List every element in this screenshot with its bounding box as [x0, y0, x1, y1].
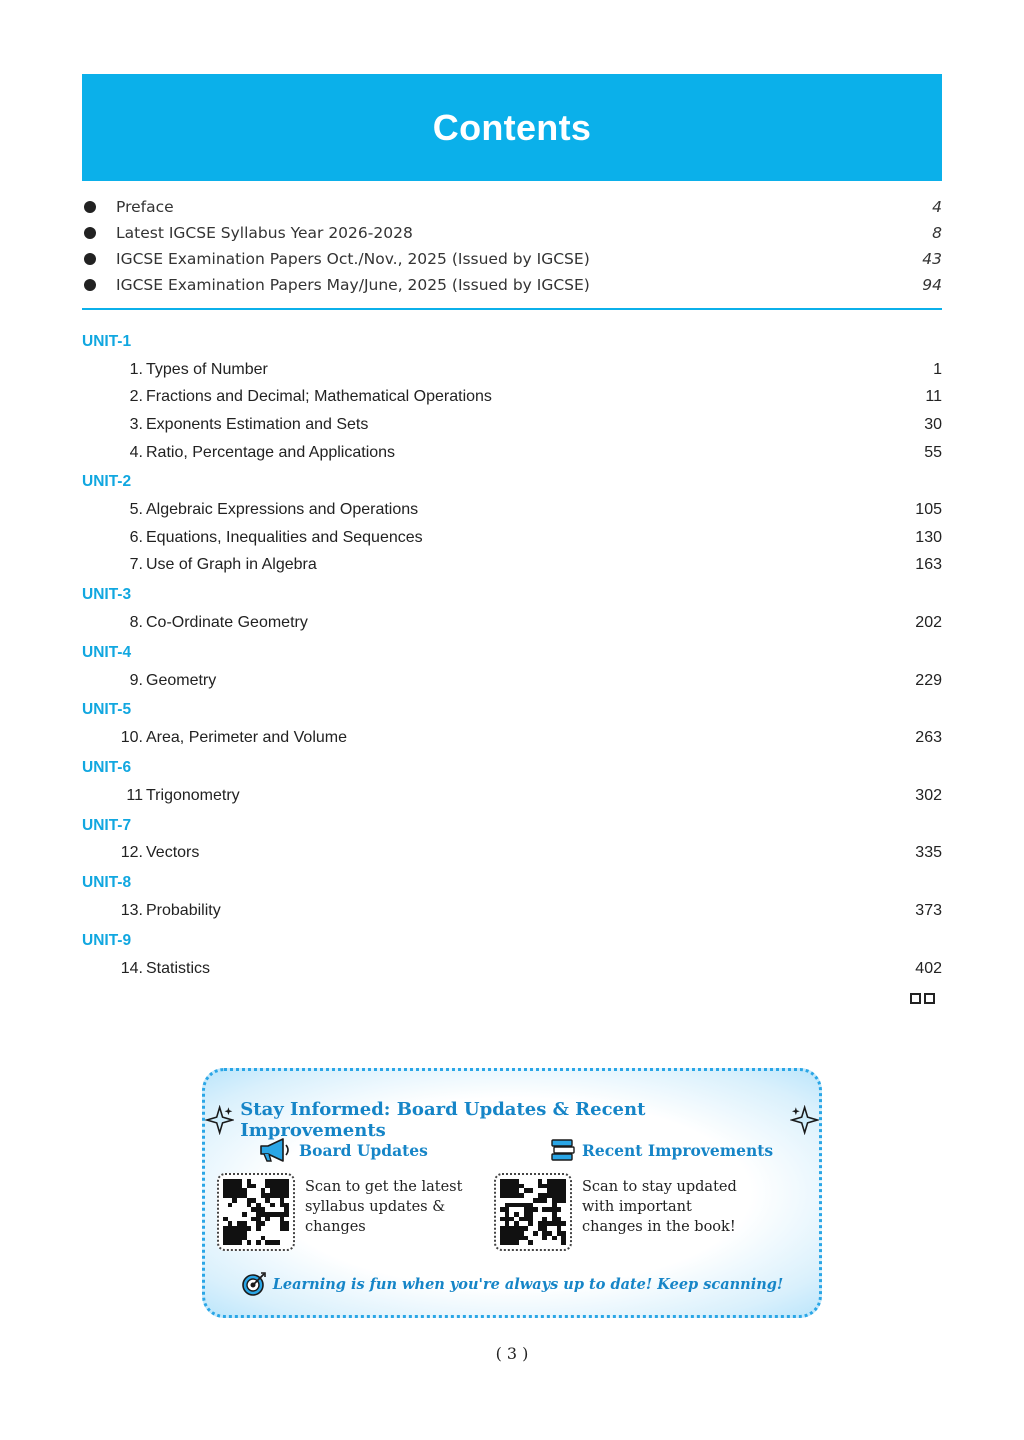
info-box-footer	[205, 1271, 819, 1297]
chapter-number: 1.	[129, 360, 143, 378]
list-item-title: IGCSE Examination Papers Oct./Nov., 2025 (Issued by IGCSE)	[116, 250, 590, 268]
recent-improvements-card	[494, 1173, 747, 1251]
chapter-row	[82, 356, 942, 384]
chapter-row	[82, 724, 942, 752]
board-updates-text: Scan to get the latest syllabus updates & changes	[305, 1179, 463, 1235]
unit-heading: UNIT-3	[82, 586, 132, 604]
chapter-number: 6.	[129, 528, 143, 546]
info-box-tagline: Learning is fun when you're always up to date! Keep scanning!	[272, 1275, 784, 1293]
unit-heading: UNIT-7	[82, 816, 132, 834]
chapter-number: 5.	[129, 501, 143, 519]
end-mark	[910, 993, 935, 1004]
info-box-title: Stay Informed: Board Updates & Recent Improvements	[240, 1099, 646, 1141]
chapter-title: Trigonometry	[146, 786, 240, 804]
chapter-title: Equations, Inequalities and Sequences	[146, 528, 423, 546]
unit-heading: UNIT-9	[82, 931, 132, 949]
chapter-page: 302	[915, 786, 942, 804]
page-number: ( 3 )	[495, 1344, 529, 1363]
chapter-title: Co-Ordinate Geometry	[146, 613, 308, 631]
table-of-contents	[82, 326, 942, 982]
board-updates-card	[217, 1173, 470, 1251]
board-updates-label: Board Updates	[299, 1140, 428, 1160]
chapter-number: 11	[126, 786, 143, 804]
chapter-page: 30	[924, 415, 942, 433]
unit-heading: UNIT-1	[82, 333, 132, 350]
end-box-icon	[924, 993, 935, 1004]
chapter-title: Area, Perimeter and Volume	[146, 729, 347, 747]
list-item-title: IGCSE Examination Papers May/June, 2025 (Issued by IGCSE)	[116, 276, 590, 294]
chapter-number: 7.	[129, 556, 143, 574]
list-item-title: Preface	[116, 198, 174, 216]
chapter-title: Vectors	[146, 844, 200, 862]
chapter-row	[82, 524, 942, 552]
chapter-title: Geometry	[146, 671, 217, 689]
info-box	[202, 1068, 822, 1318]
chapter-title: Use of Graph in Algebra	[146, 556, 317, 574]
unit-heading: UNIT-8	[82, 874, 132, 892]
megaphone-icon	[259, 1138, 293, 1162]
chapter-page: 105	[915, 501, 942, 519]
list-item	[82, 246, 942, 272]
unit-heading: UNIT-2	[82, 473, 132, 491]
list-item-page: 94	[922, 276, 942, 294]
list-item	[82, 220, 942, 246]
bullet-icon	[84, 253, 96, 265]
chapter-row	[82, 411, 942, 439]
unit-heading: UNIT-6	[82, 758, 132, 776]
chapter-row	[82, 439, 942, 467]
chapter-title: Ratio, Percentage and Applications	[146, 443, 396, 461]
unit-heading: UNIT-5	[82, 701, 132, 719]
chapter-page: 229	[915, 671, 942, 689]
chapter-row	[82, 782, 942, 810]
chapter-page: 335	[915, 844, 942, 862]
list-item-page: 4	[932, 198, 942, 216]
chapter-row	[82, 609, 942, 637]
chapter-number: 8.	[129, 613, 143, 631]
chapter-row	[82, 384, 942, 412]
chapter-row	[82, 840, 942, 868]
chapter-row	[82, 552, 942, 580]
list-item-title: Latest IGCSE Syllabus Year 2026-2028	[116, 224, 413, 242]
chapter-title: Types of Number	[146, 360, 268, 378]
chapter-number: 12.	[120, 844, 143, 862]
chapter-row	[82, 897, 942, 925]
recent-improvements-heading	[550, 1137, 773, 1163]
chapter-number: 13.	[120, 901, 143, 919]
list-item	[82, 272, 942, 298]
chapter-page: 263	[915, 729, 942, 747]
chapter-title: Fractions and Decimal; Mathematical Operations	[146, 388, 492, 406]
sparkle-icon	[790, 1105, 819, 1135]
chapter-page: 402	[915, 959, 942, 977]
unit-heading: UNIT-4	[82, 643, 132, 661]
list-item-page: 8	[932, 224, 942, 242]
chapter-page: 373	[915, 901, 942, 919]
sparkle-icon	[205, 1105, 234, 1135]
chapter-number: 14.	[120, 959, 143, 977]
recent-improvements-label: Recent Improvements	[582, 1140, 774, 1160]
chapter-number: 2.	[129, 388, 143, 406]
qr-code-board-updates[interactable]	[217, 1173, 295, 1251]
list-item-page: 43	[922, 250, 942, 268]
bullet-icon	[84, 201, 96, 213]
chapter-page: 11	[925, 388, 942, 406]
chapter-page: 55	[924, 443, 942, 461]
chapter-number: 10.	[120, 729, 143, 747]
chapter-row	[82, 496, 942, 524]
bullet-icon	[84, 227, 96, 239]
bullet-icon	[84, 279, 96, 291]
prelims-list	[82, 194, 942, 298]
end-box-icon	[910, 993, 921, 1004]
chapter-row	[82, 955, 942, 983]
chapter-row	[82, 667, 942, 695]
qr-code-icon	[223, 1179, 289, 1245]
chapter-number: 4.	[129, 443, 143, 461]
qr-code-icon	[500, 1179, 566, 1245]
chapter-title: Probability	[146, 901, 221, 919]
recent-improvements-section	[550, 1137, 774, 1235]
board-updates-heading	[259, 1137, 428, 1163]
chapter-page: 202	[915, 613, 942, 631]
info-box-header	[205, 1099, 819, 1141]
qr-code-recent-improvements[interactable]	[494, 1173, 572, 1251]
chapter-number: 9.	[129, 671, 143, 689]
chapter-title: Statistics	[146, 959, 211, 977]
page-title: Contents	[432, 106, 592, 148]
chapter-title: Algebraic Expressions and Operations	[146, 501, 419, 519]
chapter-page: 163	[915, 556, 942, 574]
divider	[82, 308, 942, 310]
recent-improvements-text: Scan to stay updated with important changes in the book!	[582, 1179, 737, 1235]
chapter-title: Exponents Estimation and Sets	[146, 415, 369, 433]
target-icon	[241, 1271, 267, 1297]
chapter-page: 1	[933, 360, 942, 378]
list-item	[82, 194, 942, 220]
chapter-number: 3.	[129, 415, 143, 433]
chapter-page: 130	[915, 528, 942, 546]
contents-banner	[82, 74, 942, 181]
board-updates-section	[259, 1137, 463, 1235]
books-icon	[550, 1138, 576, 1162]
